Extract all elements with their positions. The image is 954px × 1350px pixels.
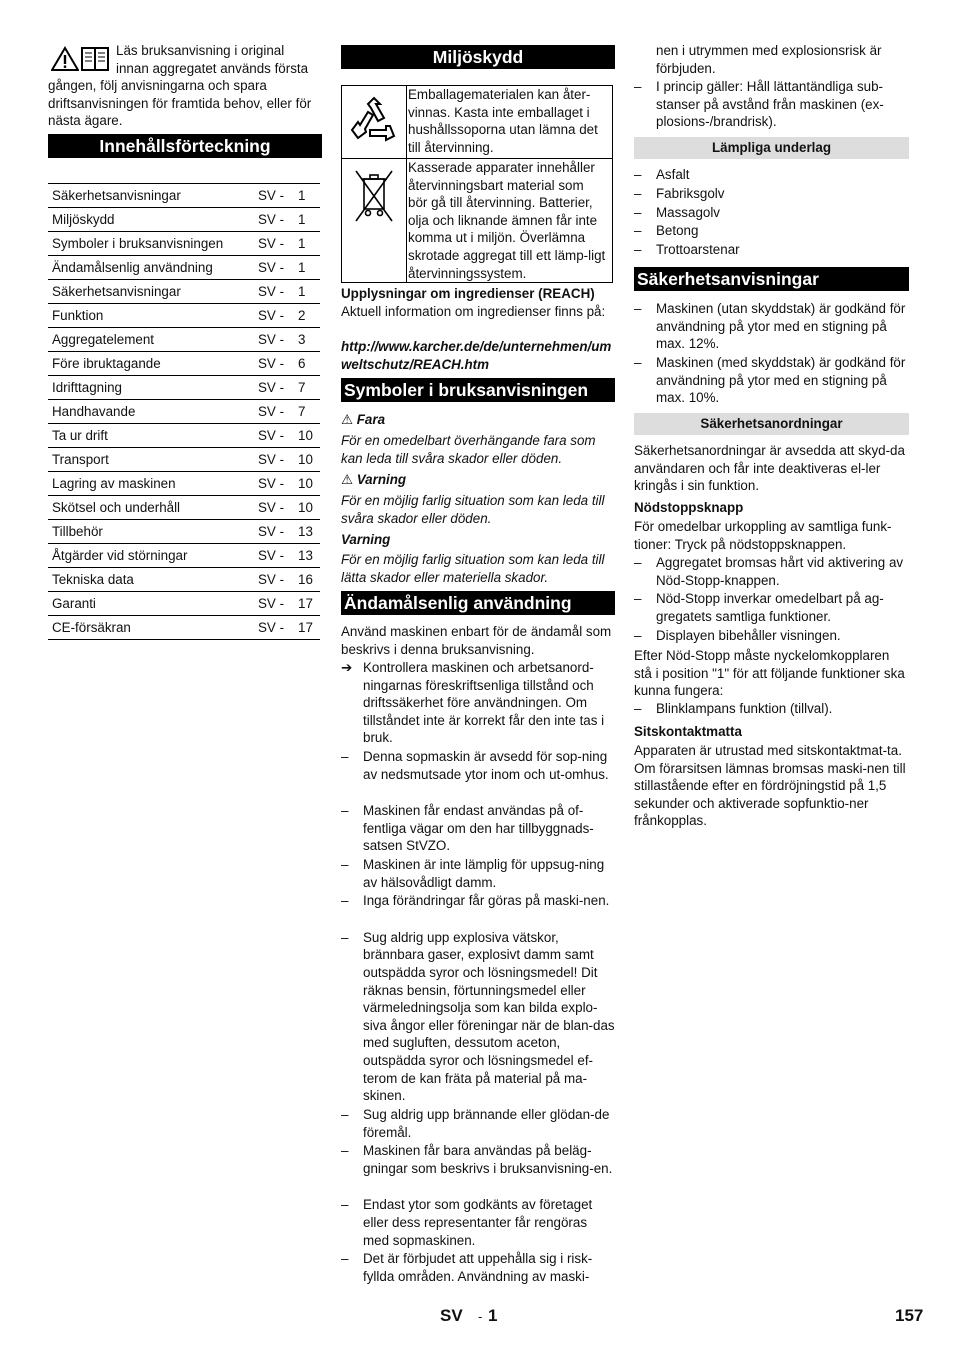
list-item: – Betong xyxy=(634,223,699,239)
toc-entry-title: Miljöskydd xyxy=(48,208,258,232)
toc-entry-section: SV - xyxy=(258,520,298,544)
seat-contact-text: Apparaten är utrustad med sitskontaktmat-ta. Om förarsitsen lämnas bromsas maski-nen till stillastående efter en fördröjningstid på 1,5 sekunder och aktiverade sopfunktio-ner frånkopplas. xyxy=(634,743,906,829)
toc-entry-page: 10 xyxy=(298,448,320,472)
list-item: – Nöd-Stopp inverkar omedelbart på ag-gregatets samtliga funktioner. xyxy=(634,591,884,624)
toc-row[interactable] xyxy=(48,424,320,448)
list-item: – Massagolv xyxy=(634,204,721,220)
toc-entry-page: 7 xyxy=(298,400,320,424)
toc-entry-page: 7 xyxy=(298,376,320,400)
arrow-icon: ➔ xyxy=(341,660,353,675)
toc-entry-page: 2 xyxy=(298,304,320,328)
toc-entry-page: 3 xyxy=(298,328,320,352)
warning-book-icon-group xyxy=(51,45,111,73)
env-icon-cell xyxy=(342,86,407,159)
toc-row[interactable] xyxy=(48,280,320,304)
env-icon-cell xyxy=(342,159,407,283)
toc-entry-page: 1 xyxy=(298,208,320,232)
toc-entry-title: Funktion xyxy=(48,304,258,328)
toc-entry-title: Tillbehör xyxy=(48,520,258,544)
fara-text: För en omedelbart överhängande fara som kan leda till svåra skador eller döden. xyxy=(341,433,596,466)
toc-entry-page: 17 xyxy=(298,616,320,640)
toc-entry-title: Lagring av maskinen xyxy=(48,472,258,496)
toc-entry-section: SV - xyxy=(258,496,298,520)
intended-use-intro: Använd maskinen enbart för de ändamål som beskrivs i denna bruksanvisning. xyxy=(341,624,612,657)
toc-entry-section: SV - xyxy=(258,352,298,376)
toc-entry-section: SV - xyxy=(258,544,298,568)
varning-text: För en möjlig farlig situation som kan leda till svåra skador eller döden. xyxy=(341,493,605,526)
toc-entry-section: SV - xyxy=(258,568,298,592)
toc-row[interactable] xyxy=(48,352,320,376)
miljo-heading: Miljöskydd xyxy=(341,45,615,69)
toc-entry-title: Ändamålsenlig användning xyxy=(48,256,258,280)
list-item: – Sug aldrig upp explosiva vätskor, brännbara gaser, explosivt damm samt outspädda syror och lösningsmedel! Dit räknas bensin, förtunningsmedel eller värmeledningsolja som kan bilda explo-siva ångor eller föreningar när de blan-das med sugluften, dessutom aceton, outspädda syror och lösningsmedel ef-terom de kan fräta på material på ma-skinen. xyxy=(341,929,615,1104)
env-text-packaging: Emballagematerialen kan åter-vinnas. Kasta inte emballaget i hushållssoporna utan lämna det till återvinning. xyxy=(407,86,613,159)
toc-entry-section: SV - xyxy=(258,256,298,280)
toc-entry-page: 10 xyxy=(298,496,320,520)
toc-entry-section: SV - xyxy=(258,424,298,448)
warning-triangle-icon xyxy=(51,46,79,72)
toc-entry-section: SV - xyxy=(258,448,298,472)
toc-entry-title: Aggregatelement xyxy=(48,328,258,352)
toc-entry-page: 1 xyxy=(298,280,320,304)
check-arrow-item: ➔ Kontrollera maskinen och arbetsanord-ningarnas föreskriftsenliga tillstånd och driftssäkerhet före användningen. Om tillståndet inte är korrekt får den inte tas i bruk. xyxy=(341,660,605,746)
list-item: – Maskinen är inte lämplig för uppsug-ning av hälsovådligt damm. xyxy=(341,857,605,890)
intro-line2: innan aggregatet används första xyxy=(116,61,309,76)
fara-label: ⚠ Fara xyxy=(341,412,386,427)
footer-lang: SV xyxy=(440,1306,463,1325)
footer-section-page: 1 xyxy=(488,1306,498,1325)
symbols-heading: Symboler i bruksanvisningen xyxy=(341,378,615,402)
after-stop-text: Efter Nöd-Stopp måste nyckelomkopplaren stå i position "1" för att följande funktioner ska kunna fungera: xyxy=(634,648,905,699)
toc-row[interactable] xyxy=(48,520,320,544)
safety-devices-heading: Säkerhetsanordningar xyxy=(634,413,909,435)
toc-entry-page: 17 xyxy=(298,592,320,616)
list-item: – Fabriksgolv xyxy=(634,185,725,201)
toc-row[interactable] xyxy=(48,256,320,280)
toc-entry-title: Säkerhetsanvisningar xyxy=(48,280,258,304)
toc-row[interactable] xyxy=(48,232,320,256)
varning-label-2: Varning xyxy=(341,532,391,547)
safety-heading: Säkerhetsanvisningar xyxy=(634,267,909,291)
toc-entry-section: SV - xyxy=(258,472,298,496)
seat-contact-heading: Sitskontaktmatta xyxy=(634,724,742,739)
safety-devices-text: Säkerhetsanordningar är avsedda att skyd-da användaren och får inte deaktiveras el-ler kringås i sin funktion. xyxy=(634,443,905,494)
toc-entry-section: SV - xyxy=(258,232,298,256)
toc-row[interactable] xyxy=(48,448,320,472)
toc-row[interactable] xyxy=(48,208,320,232)
toc-row[interactable] xyxy=(48,592,320,616)
toc-entry-title: Idrifttagning xyxy=(48,376,258,400)
toc-entry-title: Före ibruktagande xyxy=(48,352,258,376)
surfaces-heading: Lämpliga underlag xyxy=(634,137,909,159)
env-text-disposal: Kasserade apparater innehåller återvinningsbart material som bör gå till återvinning. Batterier, olja och liknande ämnen får inte komma ut i miljön. Överlämna skrotade aggregat till ett lämp-ligt återvinningssystem. xyxy=(407,159,613,283)
toc-entry-section: SV - xyxy=(258,616,298,640)
warning-triangle-icon: ⚠ xyxy=(341,412,354,427)
list-item: – Asfalt xyxy=(634,167,690,182)
toc-entry-page: 16 xyxy=(298,568,320,592)
recycling-icon xyxy=(346,94,402,150)
toc-row[interactable] xyxy=(48,568,320,592)
toc-row[interactable] xyxy=(48,304,320,328)
crossed-bin-icon xyxy=(350,167,398,227)
page-number: 157 xyxy=(895,1306,924,1325)
toc-entry-section: SV - xyxy=(258,328,298,352)
manual-book-icon xyxy=(81,46,109,72)
toc-entry-title: Säkerhetsanvisningar xyxy=(48,184,258,208)
toc-entry-title: Handhavande xyxy=(48,400,258,424)
intro-text: gången, följ anvisningarna och spara driftsanvisningen för framtida behov, eller för nästa ägare. xyxy=(48,78,312,129)
emergency-stop-text: För omedelbar urkoppling av samtliga funk-tioner: Tryck på nödstoppsknappen. xyxy=(634,519,892,552)
list-item: – Inga förändringar får göras på maski-nen. xyxy=(341,893,610,909)
toc-entry-title: Tekniska data xyxy=(48,568,258,592)
toc-entry-section: SV - xyxy=(258,280,298,304)
list-item: – Maskinen får bara användas på beläg-gningar som beskrivs i bruksanvisning-en. xyxy=(341,1143,613,1176)
toc-row[interactable] xyxy=(48,472,320,496)
toc-entry-title: Symboler i bruksanvisningen xyxy=(48,232,258,256)
toc-entry-page: 1 xyxy=(298,232,320,256)
toc-row[interactable] xyxy=(48,328,320,352)
list-item: – Trottoarstenar xyxy=(634,242,740,258)
intended-use-heading: Ändamålsenlig användning xyxy=(341,591,615,615)
toc-entry-page: 1 xyxy=(298,184,320,208)
list-item: – Endast ytor som godkänts av företaget eller dess representanter får rengöras med sopmaskinen. xyxy=(341,1197,593,1248)
toc-row[interactable] xyxy=(48,544,320,568)
toc-row[interactable] xyxy=(48,400,320,424)
toc-entry-page: 10 xyxy=(298,472,320,496)
list-item: – Displayen bibehåller visningen. xyxy=(634,627,841,643)
list-item: – Sug aldrig upp brännande eller glödan-de föremål. xyxy=(341,1107,610,1140)
reach-text: Aktuell information om ingredienser finns på: xyxy=(341,304,606,319)
toc-entry-title: Transport xyxy=(48,448,258,472)
toc-entry-title: Garanti xyxy=(48,592,258,616)
list-item: – Maskinen får endast användas på of-fentliga vägar om den har tillbyggnads-satsen StVZO. xyxy=(341,803,594,854)
reach-heading: Upplysningar om ingredienser (REACH) xyxy=(341,286,595,301)
toc-row[interactable] xyxy=(48,496,320,520)
warning-triangle-icon: ⚠ xyxy=(341,472,354,487)
list-item: – Maskinen (utan skyddstak) är godkänd för användning på ytor med en stigning på max. 12%. xyxy=(634,301,906,352)
toc-entry-title: CE-försäkran xyxy=(48,616,258,640)
varning-label: ⚠ Varning xyxy=(341,472,407,487)
env-row-disposal xyxy=(342,159,613,283)
toc-entry-page: 10 xyxy=(298,424,320,448)
toc-table xyxy=(48,183,320,640)
toc-entry-section: SV - xyxy=(258,376,298,400)
list-item: – Aggregatet bromsas hårt vid aktivering av Nöd-Stopp-knappen. xyxy=(634,555,904,588)
env-row-packaging xyxy=(342,86,613,159)
toc-entry-page: 6 xyxy=(298,352,320,376)
toc-entry-page: 13 xyxy=(298,544,320,568)
environment-table xyxy=(341,85,613,283)
toc-entry-section: SV - xyxy=(258,304,298,328)
list-item: – Det är förbjudet att uppehålla sig i risk-fyllda områden. Användning av maski- xyxy=(341,1251,593,1284)
toc-heading: Innehållsförteckning xyxy=(48,134,322,158)
toc-entry-section: SV - xyxy=(258,592,298,616)
varning-text-2: För en möjlig farlig situation som kan leda till lätta skador eller materiella skador. xyxy=(341,552,605,585)
toc-entry-section: SV - xyxy=(258,208,298,232)
toc-entry-title: Ta ur drift xyxy=(48,424,258,448)
toc-entry-page: 1 xyxy=(298,256,320,280)
list-item: – Blinklampans funktion (tillval). xyxy=(634,701,833,716)
intended-use-continued: nen i utrymmen med explosionsrisk är förbjuden. xyxy=(656,43,882,76)
list-item: – Denna sopmaskin är avsedd för sop-ning av nedsmutsade ytor inom och ut-omhus. xyxy=(341,749,609,782)
footer-sep: - xyxy=(478,1309,483,1324)
toc-entry-section: SV - xyxy=(258,184,298,208)
list-item: – I princip gäller: Håll lättantändliga sub-stanser på avstånd från maskinen (ex-plosions-/brandrisk). xyxy=(634,79,884,130)
list-item: – Maskinen (med skyddstak) är godkänd för användning på ytor med en stigning på max. 10%. xyxy=(634,355,906,406)
toc-entry-page: 13 xyxy=(298,520,320,544)
toc-entry-section: SV - xyxy=(258,400,298,424)
toc-entry-title: Skötsel och underhåll xyxy=(48,496,258,520)
toc-row[interactable] xyxy=(48,184,320,208)
intro-line1: Läs bruksanvisning i original xyxy=(116,43,285,58)
toc-row[interactable] xyxy=(48,616,320,640)
toc-entry-title: Åtgärder vid störningar xyxy=(48,544,258,568)
reach-url-link[interactable]: http://www.karcher.de/de/unternehmen/umweltschutz/REACH.htm xyxy=(341,339,612,372)
toc-row[interactable] xyxy=(48,376,320,400)
emergency-stop-heading: Nödstoppsknapp xyxy=(634,500,744,515)
